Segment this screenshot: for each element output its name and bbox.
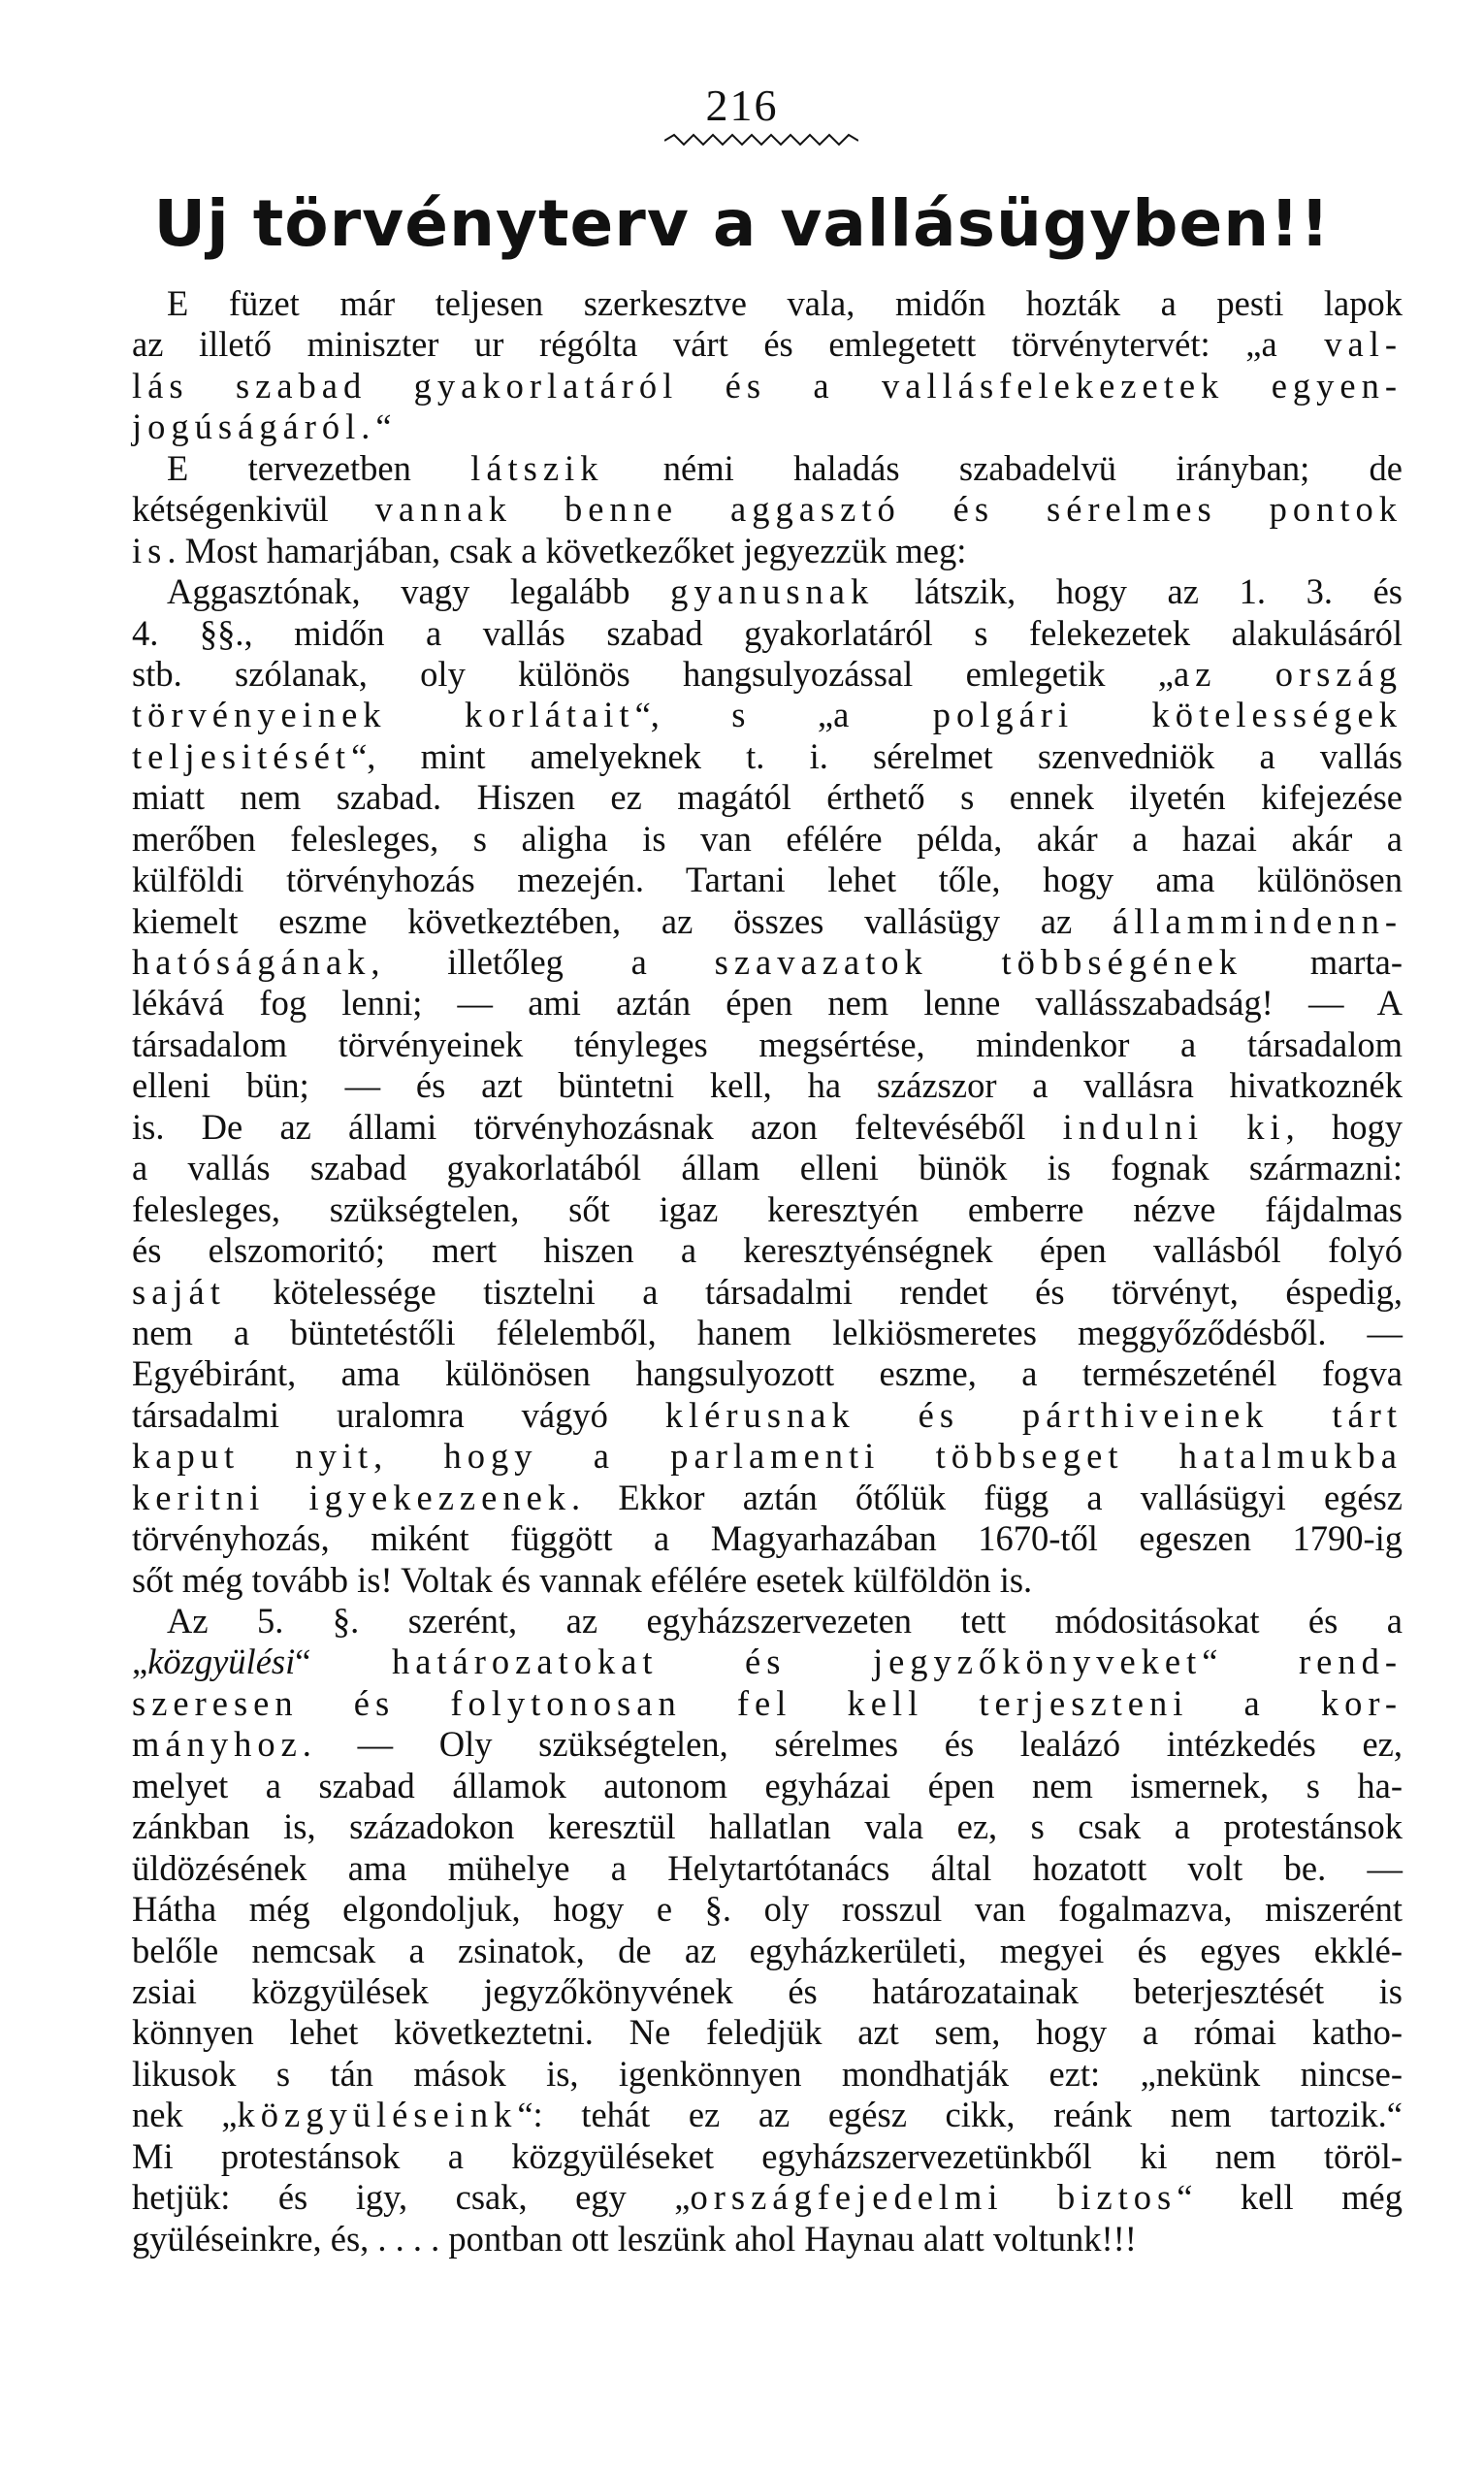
text-line: [132, 1806, 1403, 1847]
text-segment: kötelessége tisztelni a társadalmi rendet és törvényt, éspedig,: [225, 1271, 1403, 1312]
text-segment: E füzet már teljesen szerkesztve vala, midőn hozták a pesti lapok: [167, 283, 1403, 323]
text-line: [132, 2054, 1403, 2095]
spaced-emphasis-text: országfejedelmi biztos: [690, 2177, 1178, 2218]
text-segment: “: [1202, 1642, 1299, 1682]
text-segment: az illető miniszter ur régólta várt és emlegetett törvénytervét: „: [132, 324, 1262, 365]
text-line: [132, 531, 1403, 571]
text-segment: gyüléseinkre, és, . . . . pontban ott leszünk ahol Haynau alatt voltunk!!!: [132, 2218, 1137, 2259]
text-line: [132, 2177, 1403, 2218]
text-segment: melyet a szabad államok autonom egyházai épen nem ismernek, s ha-: [132, 1765, 1403, 1805]
text-line: [132, 942, 1403, 983]
text-line: [132, 1478, 1403, 1518]
text-segment: Aggasztónak, vagy legalább: [167, 571, 671, 612]
text-segment: zánkban is, századokon keresztül hallatlan vala ez, s csak a protestánsok: [132, 1806, 1403, 1847]
text-segment: “: tehát ez az egész cikk, reánk nem tartozik.“: [517, 2095, 1403, 2135]
text-segment: nem a büntetéstőli félelemből, hanem lelkiösmeretes meggyőződésből. —: [132, 1312, 1403, 1352]
text-line: [132, 1313, 1403, 1353]
text-line: [132, 1189, 1403, 1230]
text-line: [132, 1971, 1403, 2012]
text-line: [132, 283, 1403, 324]
text-segment: „: [132, 1642, 148, 1682]
text-line: [132, 1272, 1403, 1313]
text-segment: . — Oly szükségtelen, sérelmes és lealázó intézkedés ez,: [302, 1724, 1403, 1765]
text-segment: , hogy: [1285, 1106, 1403, 1147]
spaced-emphasis-text: vannak benne aggasztó és sérelmes pontok: [374, 489, 1403, 530]
text-segment: hetjük: és igy, csak, egy „: [132, 2177, 691, 2218]
text-segment: Egyébiránt, ama különösen hangsulyozott eszme, a természeténél fogva: [132, 1353, 1403, 1394]
text-segment: “: [295, 1642, 392, 1682]
text-segment: könnyen lehet következtetni. Ne feledjük azt sem, hogy a római katho-: [132, 2012, 1403, 2053]
text-segment: miatt nem szabad. Hiszen ez magától érthető s ennek ilyetén kifejezése: [132, 777, 1403, 818]
text-line: [132, 448, 1403, 489]
spaced-emphasis-text: saját: [132, 1271, 226, 1312]
text-line: [132, 1107, 1403, 1148]
spaced-emphasis-text: klérusnak és párthiveinek tárt: [664, 1394, 1403, 1435]
text-segment: E tervezetben: [167, 447, 471, 488]
text-line: [132, 489, 1403, 530]
spaced-emphasis-text: törvényeinek korlátait: [132, 695, 635, 735]
text-line: [132, 1889, 1403, 1930]
text-segment: kiemelt eszme következtében, az összes vallásügy az: [132, 900, 1113, 941]
text-line: [132, 777, 1403, 818]
text-line: [132, 983, 1403, 1024]
text-line: [132, 2095, 1403, 2135]
spaced-emphasis-text: jogúságáról.: [132, 406, 376, 447]
spaced-emphasis-text: szeresen és folytonosan fel kell terjeszteni a kor-: [132, 1682, 1403, 1723]
text-segment: “, mint amelyeknek t. i. sérelmet szenvedniök a vallás: [351, 735, 1403, 776]
text-line: [132, 1560, 1403, 1601]
spaced-emphasis-text: gyanusnak: [670, 571, 875, 612]
spaced-emphasis-text: az ország: [1174, 653, 1403, 694]
text-line: [132, 1931, 1403, 1971]
article-title: Uj törvényterv a vallásügyben!!: [153, 186, 1331, 261]
text-line: [132, 1724, 1403, 1765]
text-segment: látszik, hogy az 1. 3. és: [874, 571, 1403, 612]
text-line: [132, 1148, 1403, 1188]
text-line: [132, 324, 1403, 365]
text-line: [132, 1065, 1403, 1106]
text-segment: a vallás szabad gyakorlatából állam elleni bünök is fognak származni:: [132, 1148, 1403, 1188]
text-segment: üldözésének ama mühelye a Helytartótanács által hozatott volt be. —: [132, 1847, 1403, 1888]
text-line: [132, 1683, 1403, 1724]
text-line: [132, 819, 1403, 860]
spaced-emphasis-text: mányhoz: [132, 1724, 303, 1765]
spaced-emphasis-text: teljesitését: [132, 735, 352, 776]
text-line: [132, 695, 1403, 735]
italic-text: közgyülési: [147, 1642, 296, 1682]
page-number: 216: [705, 81, 779, 130]
text-segment: külföldi törvényhozás mezején. Tartani lehet tőle, hogy ama különösen: [132, 860, 1403, 900]
text-segment: Az 5. §. szerént, az egyházszervezeten tett módositásokat és a: [167, 1601, 1403, 1641]
text-segment: Mi protestánsok a közgyüléseket egyházszervezetünkből ki nem töröl-: [132, 2135, 1403, 2176]
article-body: [132, 283, 1403, 2260]
text-segment: és elszomoritó; mert hiszen a keresztyénségnek épen vallásból folyó: [132, 1230, 1403, 1271]
spaced-emphasis-text: állammindenn-: [1113, 900, 1403, 941]
spaced-emphasis-text: hatóságának: [132, 942, 371, 982]
spaced-emphasis-text: a polgári kötelességek: [833, 695, 1403, 735]
text-line: [132, 2219, 1403, 2260]
text-line: [132, 613, 1403, 654]
text-segment: törvényhozás, miként függött a Magyarhazában 1670-től egeszen 1790-ig: [132, 1518, 1403, 1559]
text-line: [132, 1395, 1403, 1436]
text-segment: elleni bün; — és azt büntetni kell, ha százszor a vallásra hivatkoznék: [132, 1065, 1403, 1106]
text-segment: “ kell még: [1177, 2177, 1403, 2218]
text-segment: társadalom törvényeinek tényleges megsértése, mindenkor a társadalom: [132, 1024, 1403, 1064]
text-segment: likusok s tán mások is, igenkönnyen mondhatják ezt: „nekünk nincse-: [132, 2053, 1403, 2094]
text-line: [132, 654, 1403, 695]
text-segment: nek „: [132, 2095, 238, 2135]
text-segment: lékává fog lenni; — ami aztán épen nem lenne vallásszabadság! — A: [132, 983, 1403, 1024]
spaced-emphasis-text: keritni igyekezzenek: [132, 1477, 572, 1517]
text-line: [132, 1436, 1403, 1477]
text-segment: sőt még tovább is! Voltak és vannak efélére esetek külföldön is.: [132, 1559, 1033, 1600]
text-line: [132, 1601, 1403, 1642]
text-line: [132, 2136, 1403, 2177]
text-line: [132, 736, 1403, 777]
spaced-emphasis-text: indulni ki: [1062, 1106, 1286, 1147]
ornament-divider: [664, 132, 858, 149]
spaced-emphasis-text: rend-: [1298, 1642, 1403, 1682]
spaced-emphasis-text: látszik: [470, 447, 604, 488]
text-line: [132, 2012, 1403, 2053]
text-line: [132, 1642, 1403, 1682]
text-line: [132, 1848, 1403, 1889]
text-segment: stb. szólanak, oly különös hangsulyozással emlegetik „: [132, 653, 1175, 694]
spaced-emphasis-text: kaput nyit, hogy a parlamenti többseget hatalmukba: [132, 1436, 1403, 1477]
text-line: [132, 571, 1403, 612]
text-segment: . Most hamarjában, csak a következőket jegyezzük meg:: [167, 530, 967, 570]
spaced-emphasis-text: a val-: [1261, 324, 1403, 365]
text-segment: társadalmi uralomra vágyó: [132, 1394, 665, 1435]
text-segment: zsiai közgyülések jegyzőkönyvének és határozatainak beterjesztését is: [132, 1970, 1403, 2011]
text-line: [132, 860, 1403, 900]
text-line: [132, 1518, 1403, 1559]
text-segment: . Ekkor aztán őtőlük függ a vallásügyi egész: [571, 1477, 1403, 1517]
text-line: [132, 406, 1403, 447]
text-segment: felesleges, szükségtelen, sőt igaz keresztyén emberre nézve fájdalmas: [132, 1188, 1403, 1229]
text-line: [132, 901, 1403, 942]
spaced-emphasis-text: határozatokat és jegyzőkönyveket: [391, 1642, 1203, 1682]
text-segment: marta-: [1242, 942, 1403, 982]
text-segment: , illetőleg a: [371, 942, 715, 982]
text-line: [132, 1766, 1403, 1806]
text-segment: kétségenkivül: [132, 489, 375, 530]
spaced-emphasis-text: lás szabad gyakorlatáról és a vallásfelekezetek egyen-: [132, 365, 1403, 406]
text-line: [132, 366, 1403, 406]
spaced-emphasis-text: szavazatok többségének: [714, 942, 1242, 982]
text-segment: 4. §§., midőn a vallás szabad gyakorlatáról s felekezetek alakulásáról: [132, 612, 1403, 653]
spaced-emphasis-text: közgyüléseink: [237, 2095, 518, 2135]
text-segment: merőben felesleges, s aligha is van efélére példa, akár a hazai akár a: [132, 818, 1403, 859]
text-segment: “: [375, 406, 392, 447]
text-line: [132, 1024, 1403, 1065]
spaced-emphasis-text: is: [132, 530, 168, 570]
text-segment: is. De az állami törvényhozásnak azon feltevéséből: [132, 1106, 1063, 1147]
text-segment: belőle nemcsak a zsinatok, de az egyházkerületi, megyei és egyes ekklé-: [132, 1930, 1403, 1970]
text-line: [132, 1353, 1403, 1394]
text-segment: némi haladás szabadelvü irányban; de: [603, 447, 1403, 488]
text-segment: “, s „: [634, 695, 834, 735]
text-segment: Hátha még elgondoljuk, hogy e §. oly rosszul van fogalmazva, miszerént: [132, 1889, 1403, 1930]
text-line: [132, 1230, 1403, 1271]
